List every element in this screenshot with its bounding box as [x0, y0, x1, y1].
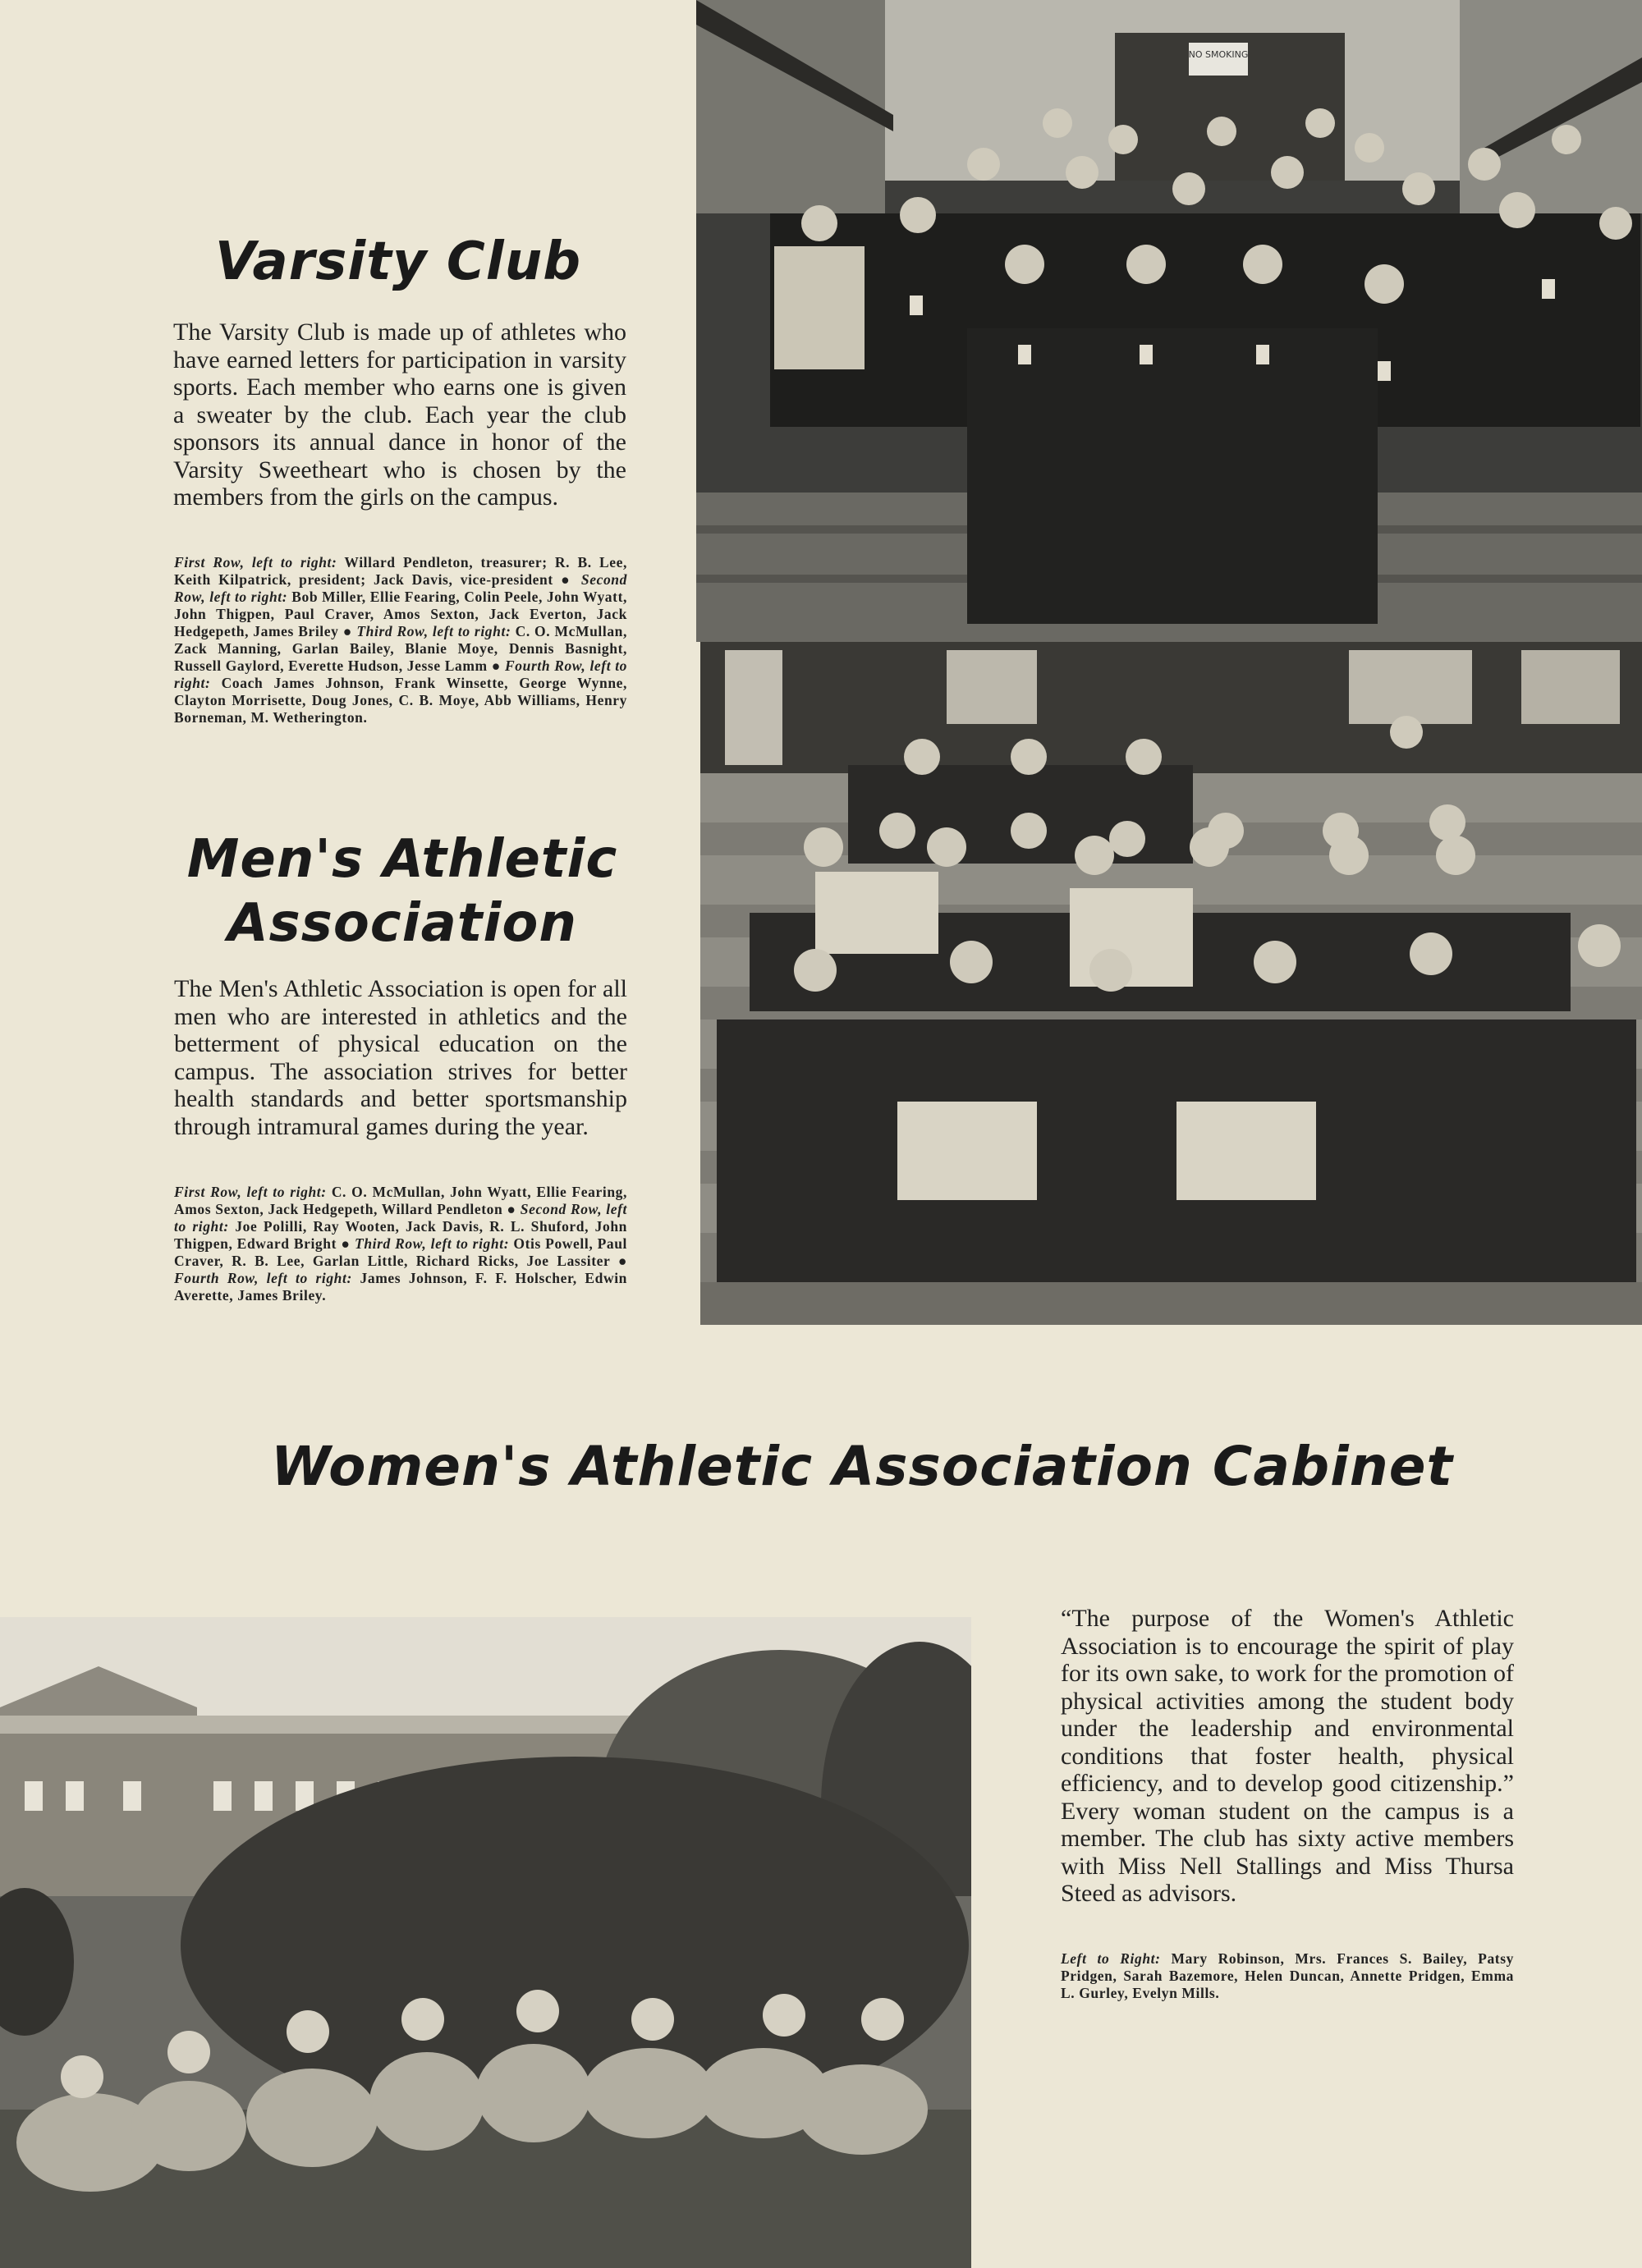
- caption-names: Mary Robinson, Mrs. Frances S. Bailey, Patsy Pridgen, Sarah Bazemore, Helen Duncan, Annette Pridgen, Emma L. Gurley, Evelyn Mills.: [1061, 1950, 1514, 2001]
- caption-row-names: C. O. McMullan, Zack Manning, Garlan Bailey, Blanie Moye, Dennis Basnight, Russell Gaylord, Everette Hudson, Jesse Lamm: [174, 623, 627, 674]
- caption-row-label: Third Row, left to right:: [356, 623, 511, 639]
- caption-row-label: Fourth Row, left to right:: [174, 657, 628, 691]
- caption-row-names: James Johnson, F. F. Holscher, Edwin Averette, James Briley.: [174, 1270, 627, 1304]
- caption-row-label: Fourth Row, left to right:: [174, 1270, 352, 1286]
- title-line-2: Association: [227, 893, 577, 954]
- caption-row-label: First Row, left to right:: [174, 1184, 327, 1200]
- caption-row-names: Joe Polilli, Ray Wooten, Jack Davis, R. L. Shuford, John Thigpen, Edward Bright: [174, 1218, 627, 1252]
- mens-athletic-association-title: [164, 827, 640, 955]
- womens-athletic-association-body: “The purpose of the Women's Athletic Association is to encourage the spirit of play for its own sake, to work for the promotion of physical activities among the student body under the leadership and environmental conditions that foster health, physical efficiency, and to develop good citizenship.” Every woman student on the campus is a member. The club has sixty active members with Miss Nell Stallings and Miss Thursa Steed as advisors.: [1061, 1605, 1514, 1907]
- womens-athletic-association-caption: [1061, 1950, 1514, 2002]
- varsity-club-caption: First Row, left to right: Willard Pendleton, treasurer; R. B. Lee, Keith Kilpatrick, president; Jack Davis, vice-president ● Second Row, left to right: Bob Miller, Ellie Fearing, Colin Peele, John Wyatt, John Thigpen, Paul Craver, Amos Sexton, Jack Everton, Jack Hedgepeth, James Briley ● Third Row, left to right: C. O. McMullan, Zack Manning, Garlan Bailey, Blanie Moye, Dennis Basnight, Russell Gaylord, Everette Hudson, Jesse Lamm ● Fourth Row, left to right: Coach James Johnson, Frank Winsette, George Wynne, Clayton Morrisette, Doug Jones, C. B. Moye, Abb Williams, Henry Borneman, M. Wetherington.: [174, 554, 628, 726]
- varsity-club-photo: [696, 0, 1642, 642]
- mens-athletic-association-body: The Men's Athletic Association is open for all men who are interested in athletics and the betterment of physical education on the campus. The association strives for better health standards and better sportsmanship through intramural games during the year.: [174, 975, 627, 1140]
- caption-row-label: Second Row, left to right:: [174, 571, 627, 605]
- caption-row-label: Second Row, left to right:: [174, 1201, 627, 1235]
- caption-row-names: Bob Miller, Ellie Fearing, Colin Peele, John Wyatt, John Thigpen, Paul Craver, Amos Sexton, Jack Everton, Jack Hedgepeth, James Briley: [174, 589, 627, 639]
- caption-row-label: Third Row, left to right:: [355, 1235, 510, 1252]
- womens-athletic-association-photo: [0, 1617, 971, 2268]
- caption-row-names: Otis Powell, Paul Craver, R. B. Lee, Garlan Little, Richard Ricks, Joe Lassiter: [174, 1235, 627, 1269]
- mens-athletic-association-photo: [700, 642, 1642, 1325]
- womens-athletic-association-title: Women's Athletic Association Cabinet: [270, 1435, 1454, 1498]
- title-line-1: Men's Athletic: [186, 829, 618, 890]
- caption-row-names: C. O. McMullan, John Wyatt, Ellie Fearing, Amos Sexton, Jack Hedgepeth, Willard Pendleton: [174, 1184, 627, 1217]
- mens-athletic-association-caption: First Row, left to right: C. O. McMullan, John Wyatt, Ellie Fearing, Amos Sexton, Jack Hedgepeth, Willard Pendleton ● Second Row, left to right: Joe Polilli, Ray Wooten, Jack Davis, R. L. Shuford, John Thigpen, Edward Bright ● Third Row, left to right: Otis Powell, Paul Craver, R. B. Lee, Garlan Little, Richard Ricks, Joe Lassiter ● Fourth Row, left to right: James Johnson, F. F. Holscher, Edwin Averette, James Briley.: [174, 1184, 627, 1304]
- caption-label: Left to Right:: [1061, 1950, 1161, 1967]
- caption-row-label: First Row, left to right:: [174, 554, 337, 570]
- varsity-club-body: The Varsity Club is made up of athletes who have earned letters for participation in varsity sports. Each member who earns one is given a sweater by the club. Each year the club sponsors its annual dance in honor of the Varsity Sweetheart who is chosen by the members from the girls on the campus.: [173, 318, 626, 511]
- caption-row-names: Willard Pendleton, treasurer; R. B. Lee, Keith Kilpatrick, president; Jack Davis, vice-president: [174, 554, 627, 588]
- caption-row-names: Coach James Johnson, Frank Winsette, George Wynne, Clayton Morrisette, Doug Jones, C. B. Moye, Abb Williams, Henry Borneman, M. Wetherington.: [174, 675, 627, 726]
- no-smoking-sign: NO SMOKING: [1188, 49, 1249, 60]
- varsity-club-title: Varsity Club: [214, 231, 582, 292]
